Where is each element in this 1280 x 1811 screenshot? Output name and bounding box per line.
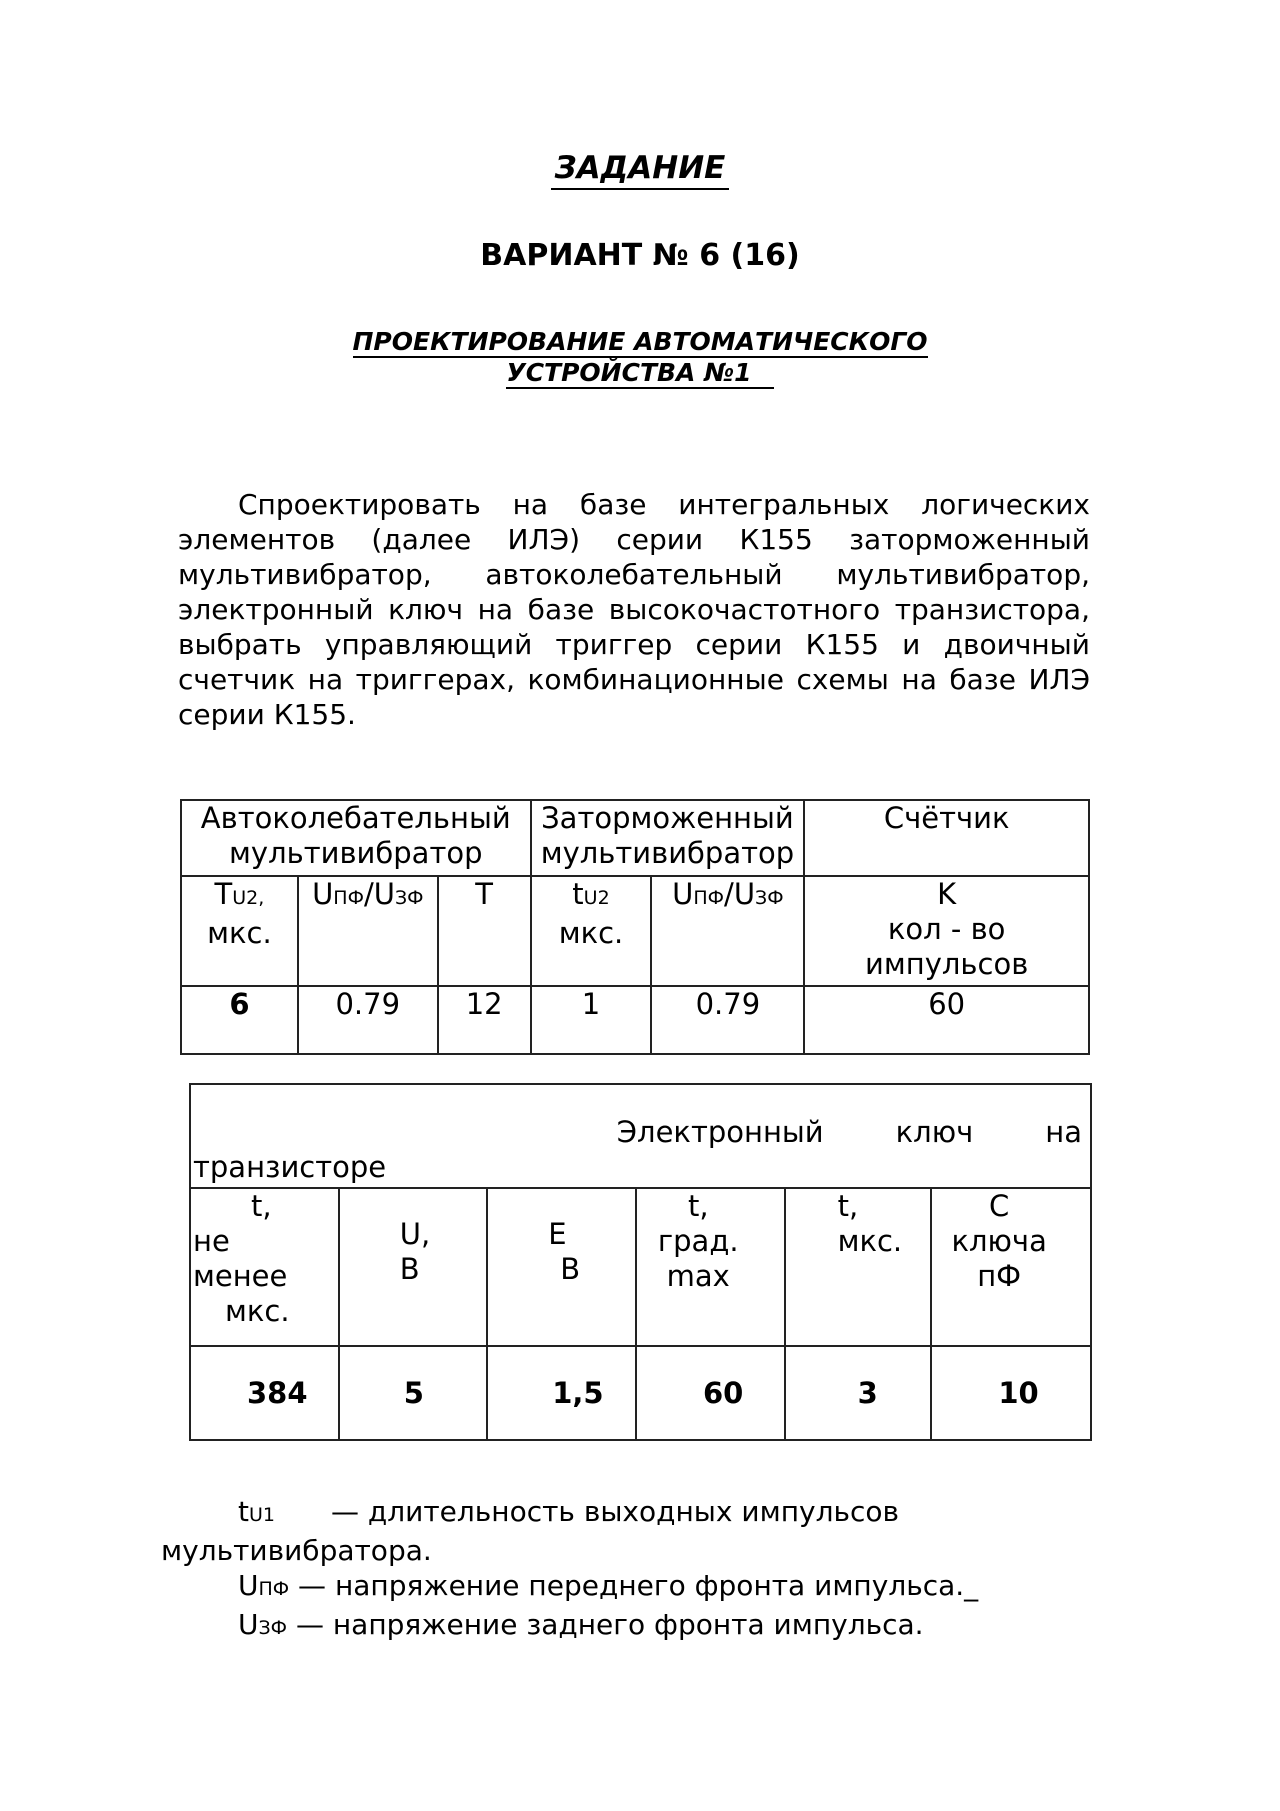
- col-K-header: K кол - во импульсов: [804, 876, 1089, 986]
- value-cell: 384: [190, 1346, 339, 1440]
- value-cell: 60: [804, 986, 1089, 1054]
- value-cell: 12: [438, 986, 531, 1054]
- col-U-header: UПФ/UЗФ: [298, 876, 438, 986]
- col-T2-header: T: [438, 876, 531, 986]
- value-cell: 1: [531, 986, 652, 1054]
- col-T-header: TU2, мкс.: [181, 876, 298, 986]
- col-U2-header: UПФ/UЗФ: [651, 876, 804, 986]
- variant-heading: ВАРИАНТ № 6 (16): [480, 238, 800, 273]
- value-cell: 10: [931, 1346, 1091, 1440]
- group-auto-header: Автоколебательный мультивибратор: [181, 800, 531, 876]
- title-text: ЗАДАНИЕ: [551, 150, 730, 190]
- note-upf: UПФ — напряжение переднего фронта импульса._: [238, 1569, 979, 1602]
- subtitle-line2: УСТРОЙСТВА №1: [506, 358, 773, 389]
- value-cell: 1,5: [487, 1346, 636, 1440]
- subtitle: [0, 326, 1280, 388]
- col-U-header: U, В: [339, 1188, 488, 1346]
- col-C-header: С ключа пФ: [931, 1188, 1091, 1346]
- note-tu1-cont: мультивибратора.: [161, 1534, 432, 1567]
- value-cell: 60: [636, 1346, 785, 1440]
- col-temp-header: t, град. max: [636, 1188, 785, 1346]
- electronic-key-title: Электронный ключ на транзисторе: [190, 1084, 1091, 1188]
- value-cell: 0.79: [298, 986, 438, 1054]
- note-tu1: tU1 — длительность выходных импульсов: [238, 1495, 899, 1528]
- value-cell: 3: [785, 1346, 932, 1440]
- task-description: Спроектировать на базе интегральных логических элементов (далее ИЛЭ) серии К155 заторможенный мультивибратор, автоколебательный мультивибратор, электронный ключ на базе высокочастотного транзистора, выбрать управляющий триггер серии К155 и двоичный счетчик на триггерах, комбинационные схемы на базе ИЛЭ серии К155.: [178, 488, 1090, 731]
- group-inhibited-header: Заторможенный мультивибратор: [531, 800, 805, 876]
- notes: [161, 1494, 1090, 1646]
- multivibrator-table: [180, 799, 1090, 1055]
- col-E-header: E В: [487, 1188, 636, 1346]
- value-cell: 0.79: [651, 986, 804, 1054]
- document-title: [0, 150, 1280, 186]
- group-counter-header: Счётчик: [804, 800, 1089, 876]
- value-cell: 6: [181, 986, 298, 1054]
- value-cell: 5: [339, 1346, 488, 1440]
- col-t-header: tU2 мкс.: [531, 876, 652, 986]
- electronic-key-table: [189, 1083, 1092, 1441]
- col-t-min-header: t, не менее мкс.: [190, 1188, 339, 1346]
- note-uzf: UЗФ — напряжение заднего фронта импульса.: [238, 1608, 924, 1641]
- subtitle-line1: ПРОЕКТИРОВАНИЕ АВТОМАТИЧЕСКОГО: [352, 327, 928, 356]
- col-t-mks-header: t, мкс.: [785, 1188, 932, 1346]
